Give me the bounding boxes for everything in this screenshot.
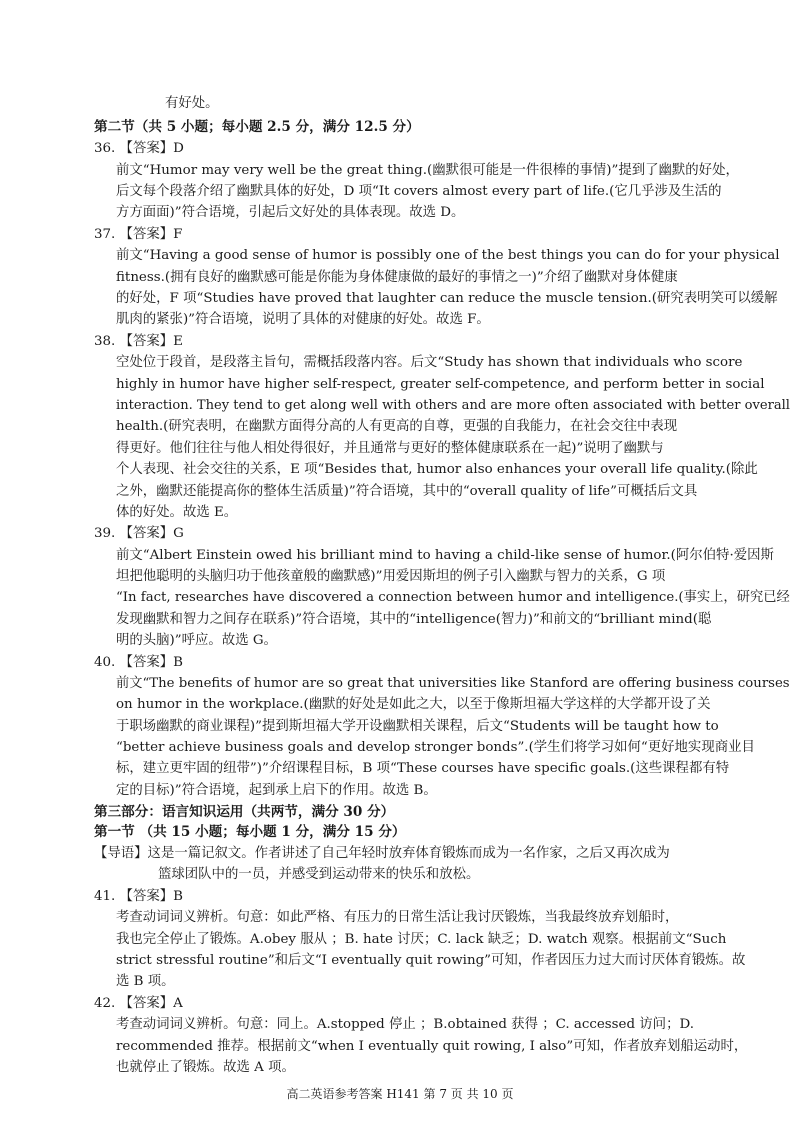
answer-label: 36. 【答案】D <box>94 141 184 156</box>
text-line: 发现幽默和智力之间存在联系)”符合语境，其中的“intelligence(智力)”和前文的“brilliant mind(聪 <box>116 612 712 627</box>
text-line: health.(研究表明，在幽默方面得分高的人有更高的自尊，更强的自我能力，在社会交往中表现 <box>116 419 678 434</box>
text-line: interaction. They tend to get along well with others and are more often associated with better overall <box>116 398 790 413</box>
text-line: 有好处。 <box>165 96 219 111</box>
intro-line: 篮球团队中的一员，并感受到运动带来的快乐和放松。 <box>158 867 480 882</box>
text-line: 前文“The benefits of humor are so great that universities like Stanford are offering business courses <box>116 676 790 691</box>
answer-label: 40. 【答案】B <box>94 655 183 670</box>
text-line: 我也完全停止了锻炼。A.obey 服从 ；B. hate 讨厌；C. lack 缺乏；D. watch 观察。根据前文“Such <box>116 932 727 947</box>
text-line: 标，建立更牢固的纽带”)”介绍课程目标，B 项“These courses have specific goals.(这些课程都有特 <box>116 761 730 776</box>
text-line: strict stressful routine”和后文“I eventually quit rowing”可知，作者因压力过大而讨厌体育锻炼。故 <box>116 953 746 968</box>
text-line: 坦把他聪明的头脑归功于他孩童般的幽默感)”用爱因斯坦的例子引入幽默与智力的关系，G 项 <box>116 569 666 584</box>
text-line: 定的目标)”符合语境，起到承上启下的作用。故选 B。 <box>116 783 437 798</box>
text-line: 考查动词词义辨析。句意：同上。A.stopped 停止 ；B.obtained 获得 ；C. accessed 访问；D. <box>116 1017 694 1032</box>
text-line: 前文“Having a good sense of humor is possibly one of the best things you can do for your physical <box>116 248 780 263</box>
page-footer: 高二英语参考答案 H141 第 7 页 共 10 页 <box>286 1087 514 1101</box>
text-line: 后文每个段落介绍了幽默具体的好处，D 项“It covers almost every part of life.(它几乎涉及生活的 <box>116 184 722 199</box>
text-line: 的好处，F 项“Studies have proved that laughter can reduce the muscle tension.(研究表明笑可以缓解 <box>116 291 778 306</box>
answer-label: 42. 【答案】A <box>94 996 183 1011</box>
answer-label: 37. 【答案】F <box>94 227 183 242</box>
section-heading: 第一节 （共 15 小题；每小题 1 分，满分 15 分） <box>94 824 406 840</box>
text-line: highly in humor have higher self-respect, greater self-competence, and perform better in social <box>116 377 765 392</box>
text-line: 方方面面)”符合语境，引起后文好处的具体表现。故选 D。 <box>116 205 465 220</box>
text-line: 肌肉的紧张)”符合语境，说明了具体的对健康的好处。故选 F。 <box>116 312 490 327</box>
text-line: 个人表现、社会交往的关系，E 项“Besides that, humor also enhances your overall life quality.(除此 <box>116 462 758 477</box>
text-line: 于职场幽默的商业课程)”提到斯坦福大学开设幽默相关课程，后文“Students will be taught how to <box>116 719 719 734</box>
text-line: 考查动词词义辨析。句意：如此严格、有压力的日常生活让我讨厌锻炼，当我最终放弃划船时， <box>116 910 679 925</box>
text-line: on humor in the workplace.(幽默的好处是如此之大，以至于像斯坦福大学这样的大学都开设了关 <box>116 697 711 712</box>
text-line: 空处位于段首，是段落主旨句，需概括段落内容。后文“Study has shown that individuals who score <box>116 355 743 370</box>
text-line: 前文“Humor may very well be the great thing.(幽默很可能是一件很棒的事情)”提到了幽默的好处， <box>116 163 739 178</box>
section-heading: 第二节（共 5 小题；每小题 2.5 分，满分 12.5 分） <box>94 119 420 135</box>
text-line: recommended 推荐。根据前文“when I eventually quit rowing, I also”可知，作者放弃划船运动时， <box>116 1039 748 1054</box>
text-line: 体的好处。故选 E。 <box>116 505 238 520</box>
text-line: 选 B 项。 <box>116 974 175 989</box>
text-line: 前文“Albert Einstein owed his brilliant mind to having a child-like sense of humor.(阿尔伯特·爱因斯 <box>116 548 774 563</box>
text-line: 之外，幽默还能提高你的整体生活质量)”符合语境，其中的“overall quality of life”可概括后文具 <box>116 484 698 499</box>
answer-label: 39. 【答案】G <box>94 526 184 541</box>
text-line: fitness.(拥有良好的幽默感可能是你能为身体健康做的最好的事情之一)”介绍了幽默对身体健康 <box>116 270 678 285</box>
text-line: “In fact, researches have discovered a connection between humor and intelligence.(事实上，研究已经 <box>116 590 790 605</box>
text-line: 明的头脑)”呼应。故选 G。 <box>116 633 277 648</box>
text-line: 得更好。他们往往与他人相处得很好，并且通常与更好的整体健康联系在一起)”说明了幽默与 <box>116 441 664 456</box>
intro-line: 【导语】这是一篇记叙文。作者讲述了自己年轻时放弃体育锻炼而成为一名作家，之后又再次成为 <box>94 846 670 861</box>
text-line: 也就停止了锻炼。故选 A 项。 <box>116 1060 295 1075</box>
text-line: “better achieve business goals and develop stronger bonds”.(学生们将学习如何“更好地实现商业目 <box>116 740 755 755</box>
answer-label: 41. 【答案】B <box>94 889 183 904</box>
part-heading: 第三部分：语言知识运用（共两节，满分 30 分） <box>94 804 395 820</box>
answer-label: 38. 【答案】E <box>94 334 183 349</box>
